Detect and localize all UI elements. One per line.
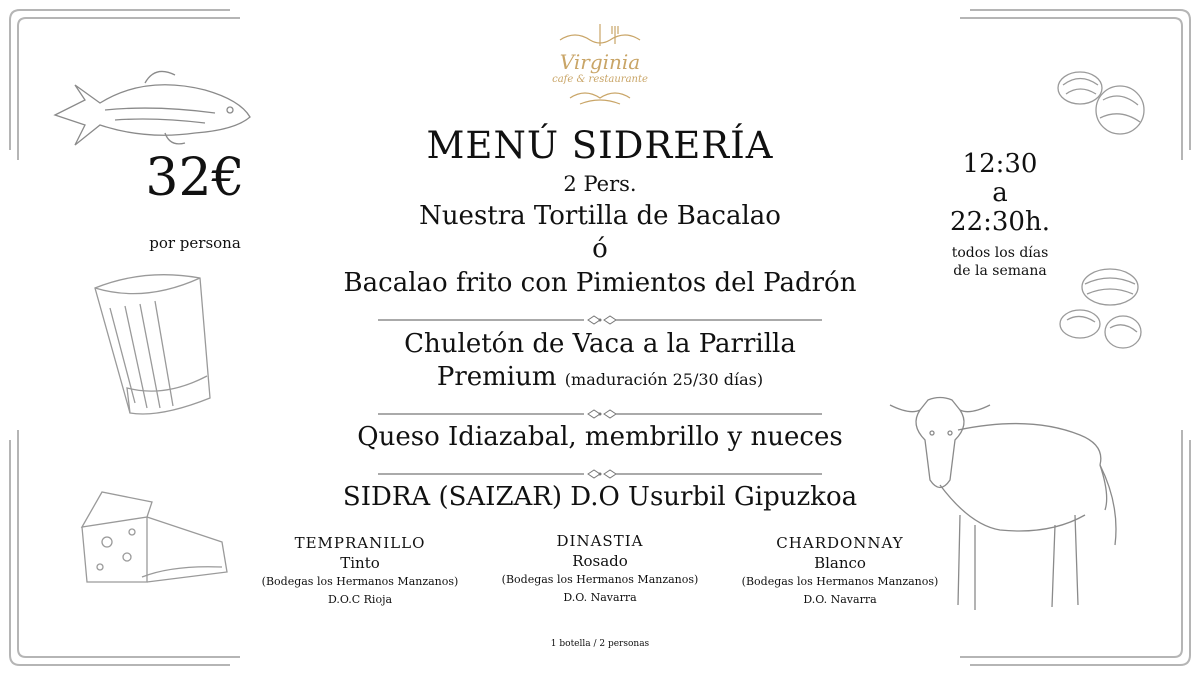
opening-hours — [920, 150, 1080, 237]
wine-bodega: (Bodegas los Hermanos Manzanos) — [261, 575, 459, 588]
price-amount: 32€ — [145, 148, 245, 208]
hours-to-word: a — [992, 178, 1008, 208]
wine-name: DINASTIA — [556, 532, 644, 550]
opening-days — [920, 244, 1080, 280]
divider-ornament — [378, 408, 822, 420]
footer-note: 1 botella / 2 personas — [550, 639, 650, 649]
menu-item-tortilla: Nuestra Tortilla de Bacalao — [419, 201, 781, 231]
premium-label: Premium — [436, 362, 557, 392]
logo-name: Virginia — [559, 50, 641, 74]
menu-item-chuleton: Chuletón de Vaca a la Parrilla — [404, 329, 796, 359]
menu-or: ó — [592, 234, 608, 264]
divider-ornament — [378, 468, 822, 480]
premium-note: (maduración 25/30 días) — [564, 370, 764, 389]
menu-item-bacalao-frito: Bacalao frito con Pimientos del Padrón — [343, 268, 857, 298]
wine-bodega: (Bodegas los Hermanos Manzanos) — [741, 575, 939, 588]
cheese-illustration-icon — [72, 487, 232, 597]
glass-illustration-icon — [85, 268, 220, 428]
wine-origin: D.O. Navarra — [563, 591, 637, 604]
fish-illustration-icon — [45, 55, 260, 155]
wine-type: Rosado — [572, 552, 628, 570]
wine-origin: D.O. Navarra — [803, 593, 877, 606]
wine-name: TEMPRANILLO — [294, 534, 426, 552]
menu-title: MENÚ SIDRERÍA — [426, 124, 774, 167]
wine-origin: D.O.C Rioja — [327, 593, 393, 606]
walnut-illustration-icon — [1048, 60, 1148, 140]
wine-dinastia — [490, 531, 710, 607]
menu-item-sidra: SIDRA (SAIZAR) D.O Usurbil Gipuzkoa — [342, 482, 858, 512]
restaurant-logo — [540, 18, 660, 108]
menu-item-queso: Queso Idiazabal, membrillo y nueces — [357, 422, 843, 452]
hours-to: 22:30h. — [950, 207, 1050, 237]
wine-chardonnay — [730, 533, 950, 609]
hours-from: 12:30 — [962, 149, 1038, 179]
wine-name: CHARDONNAY — [776, 534, 904, 552]
wine-type: Tinto — [340, 554, 380, 572]
days-line-1: todos los días — [951, 245, 1049, 261]
days-line-2: de la semana — [953, 263, 1047, 279]
wine-type: Blanco — [814, 554, 866, 572]
menu-persons: 2 Pers. — [563, 172, 637, 196]
divider-ornament — [378, 314, 822, 326]
price-per-person: por persona — [149, 234, 241, 252]
menu-item-premium — [300, 362, 900, 392]
logo-subtitle: cafe & restaurante — [552, 74, 648, 85]
wine-tempranillo — [250, 533, 470, 609]
wine-bodega: (Bodegas los Hermanos Manzanos) — [501, 573, 699, 586]
